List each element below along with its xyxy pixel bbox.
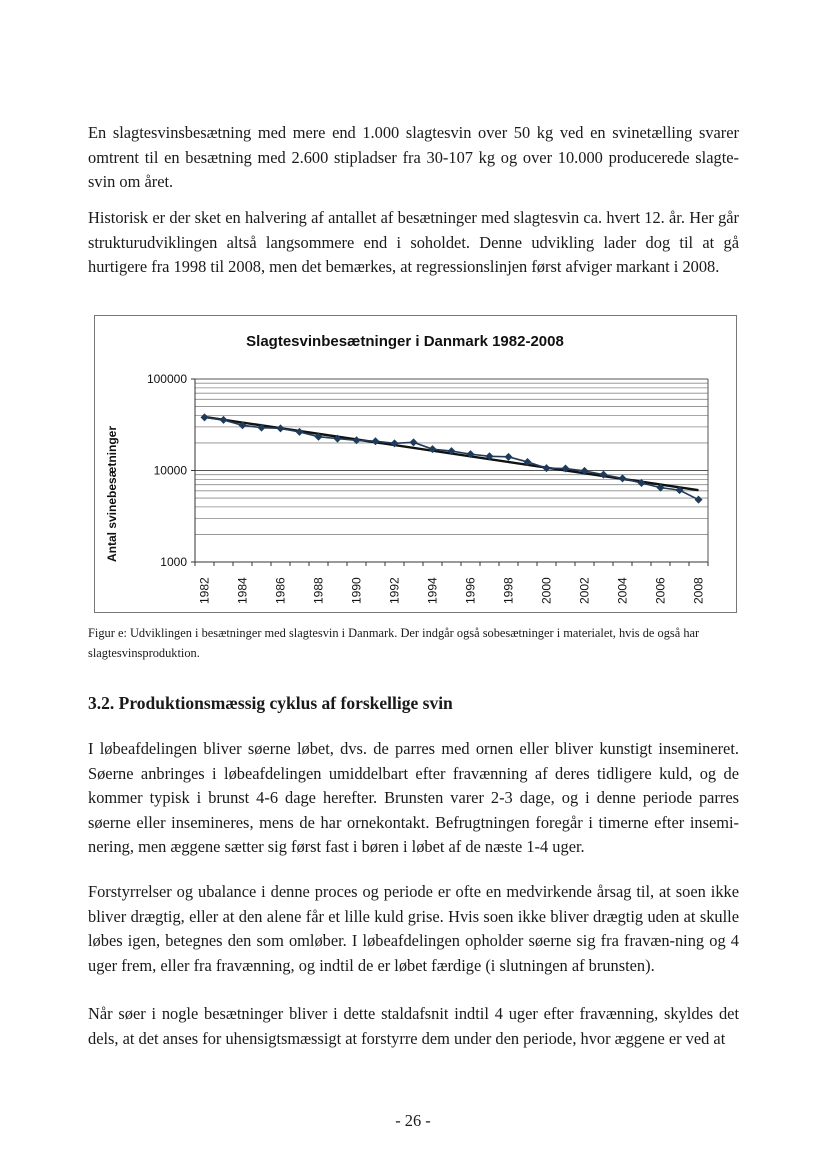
paragraph-3-text: I løbeafdelingen bliver søerne løbet, dvs. de parres med ornen eller bliver kunstigt insemineret. Søerne anbringes i løbeafdelingen umiddelbart efter fravænning af deres tidligere kuld, og de kommer typisk i brunst 4-6 dage herefter. Brunsten varer 2-3 dage, og i denne periode parres søerne eller insemineres, mens de har ornekontakt. Befrugtningen foregår i timerne efter insemi-nering, men æggene sætter sig først fast i børen i løbet af de næste 1-4 uger.: [88, 739, 739, 856]
paragraph-4-text: Forstyrrelser og ubalance i denne proces og periode er ofte en medvirkende årsag til, at soen ikke bliver drægtig, eller at den alene får et lille kuld grise. Hvis soen ikke bliver drægtig uden at skulle løbes igen, betegnes den som omløber. I løbeafdelingen opholder søerne sig fra fravæn-ning og 4 uger frem, eller fra fravænning, og indtil de er løbet færdige (i slutningen af brunsten).: [88, 882, 739, 975]
data-point-marker: [619, 474, 627, 482]
x-tick-label: 1986: [273, 577, 288, 604]
page-number: - 26 -: [395, 1111, 431, 1130]
paragraph-3: [88, 737, 739, 860]
x-tick-label: 1984: [235, 577, 250, 604]
x-tick-label: 2004: [615, 577, 630, 604]
paragraph-1-text: En slagtesvinsbesætning med mere end 1.000 slagtesvin over 50 kg ved en svinetælling svarer omtrent til en besætning med 2.600 stipladser fra 30-107 kg og over 10.000 producerede slagte-svin om året.: [88, 123, 739, 191]
x-tick-label: 2008: [691, 577, 706, 604]
paragraph-2: [88, 206, 739, 280]
x-tick-label: 1994: [425, 577, 440, 604]
chart-frame: [94, 315, 737, 613]
data-point-marker: [277, 424, 285, 432]
data-point-marker: [296, 428, 304, 436]
paragraph-5-text: Når søer i nogle besætninger bliver i dette staldafsnit indtil 4 uger efter fravænning, skyldes det dels, at det anses for uhensigtsmæssigt at forstyrre dem under den periode, hvor æggene er ved at: [88, 1004, 739, 1048]
data-point-marker: [410, 438, 418, 446]
x-tick-label: 1982: [197, 577, 212, 604]
y-tick-label: 10000: [153, 463, 187, 478]
data-point-marker: [695, 496, 703, 504]
y-axis-label: Antal svinebesætninger: [105, 425, 119, 563]
x-tick-label: 1988: [311, 577, 326, 604]
x-tick-label: 2006: [653, 577, 668, 604]
axes: [191, 379, 708, 566]
y-tick-label: 1000: [160, 555, 187, 569]
x-tick-label: 2002: [577, 577, 592, 604]
data-point-marker: [372, 437, 380, 445]
gridlines: [195, 379, 708, 534]
data-point-marker: [220, 416, 228, 424]
paragraph-4: [88, 880, 739, 978]
paragraph-5: [88, 1002, 739, 1051]
paragraph-1: [88, 121, 739, 195]
x-tick-label: 1996: [463, 577, 478, 604]
x-tick-label: 2000: [539, 577, 554, 604]
chart-title: Slagtesvinbesætninger i Danmark 1982-2008: [246, 333, 564, 350]
data-point-marker: [201, 413, 209, 421]
y-tick-label: 100000: [146, 372, 187, 386]
x-tick-label: 1990: [349, 577, 364, 604]
figure-caption: Figur e: Udviklingen i besætninger med slagtesvin i Danmark. Der indgår også sobesætninger i materialet, hvis de også har slagtesvinsproduktion.: [88, 626, 700, 660]
data-point-marker: [505, 453, 513, 461]
section-heading: 3.2. Produktionsmæssig cyklus af forskellige svin: [88, 693, 453, 713]
paragraph-2-text: Historisk er der sket en halvering af antallet af besætninger med slagtesvin ca. hvert 12. år. Her går strukturudviklingen altså langsommere end i soholdet. Denne udvikling lader dog til at gå hurtigere fra 1998 til 2008, men det bemærkes, at regressionslinjen først afviger markant i 2008.: [88, 208, 739, 276]
x-tick-label: 1998: [501, 577, 516, 604]
chart: [95, 316, 738, 614]
x-tick-label: 1992: [387, 577, 402, 604]
